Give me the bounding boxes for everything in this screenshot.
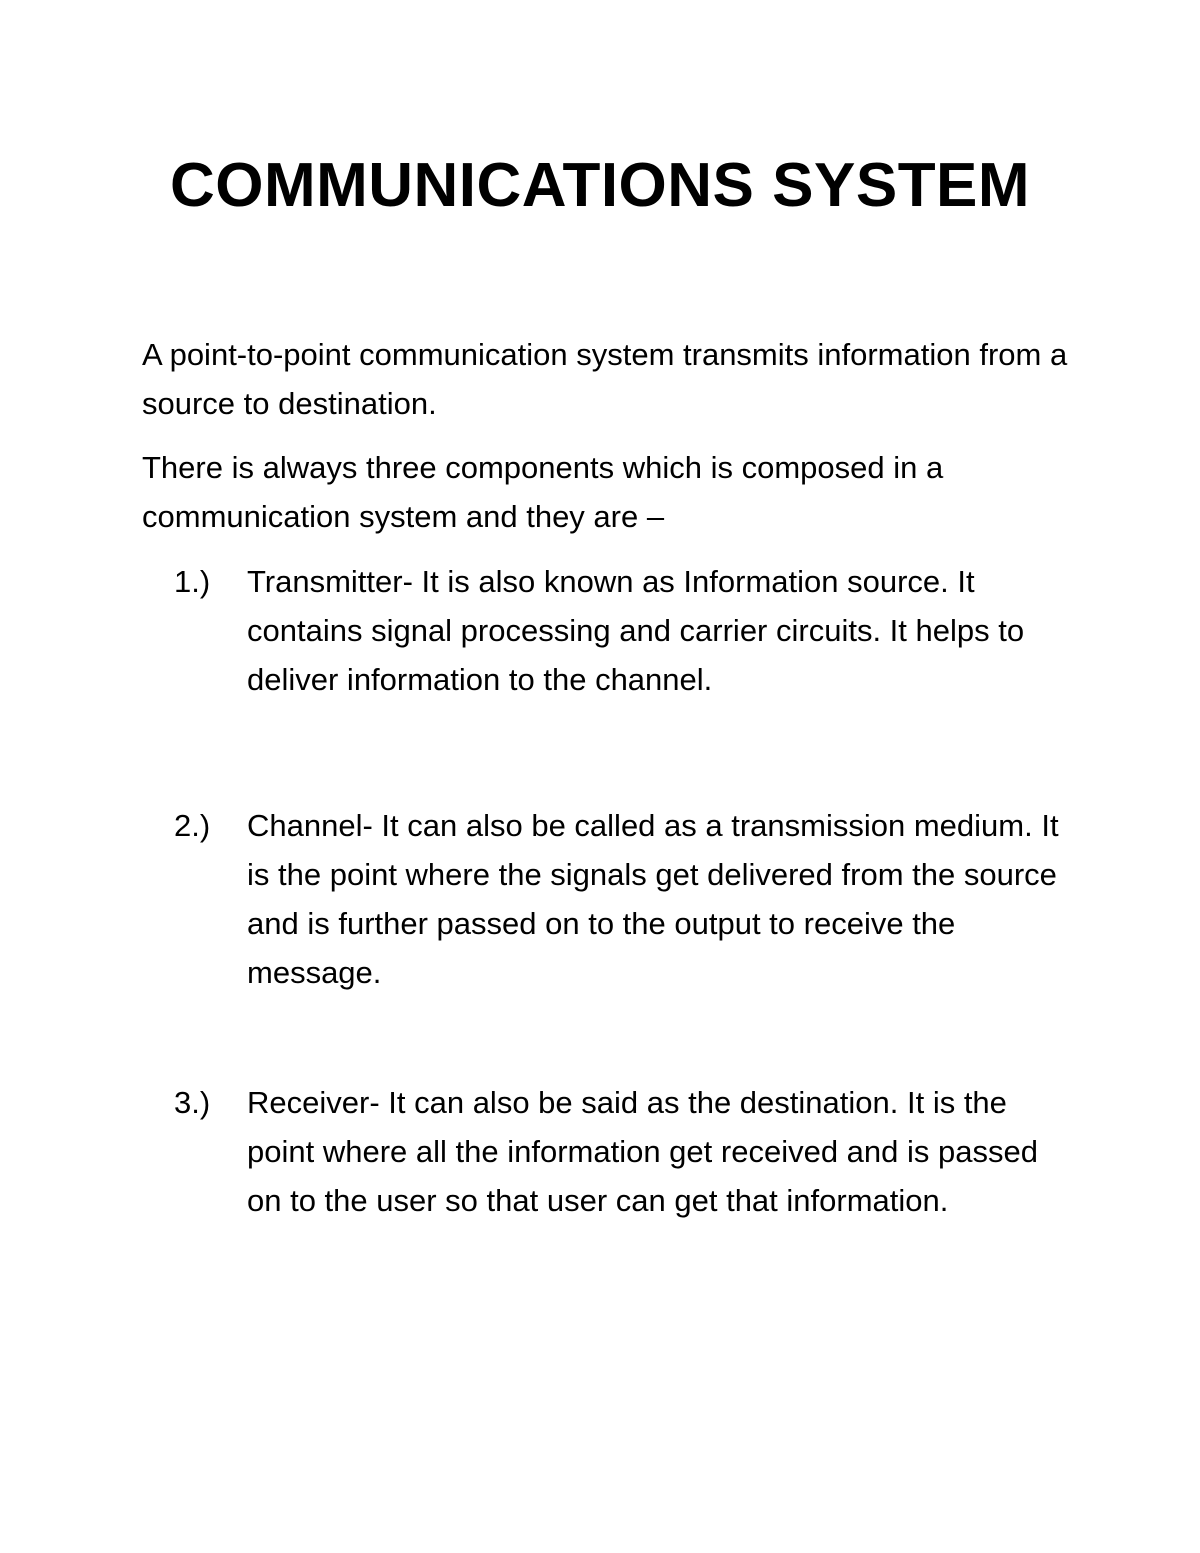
intro-paragraph: A point-to-point communication system transmits information from a source to destination. (142, 337, 1068, 421)
list-item-text: Channel- It can also be called as a transmission medium. It is the point where the signals get delivered from the source and is further passed on to the output to receive the message. (247, 808, 1059, 990)
list-item-number: 3.) (174, 1085, 211, 1120)
list-item-text: Transmitter- It is also known as Information source. It contains signal processing and carrier circuits. It helps to deliver information to the channel. (247, 564, 1025, 697)
list-item-number: 1.) (174, 564, 211, 599)
list-item-number: 2.) (174, 808, 211, 843)
components-paragraph: There is always three components which is composed in a communication system and they are – (142, 450, 944, 534)
list-item-text: Receiver- It can also be said as the destination. It is the point where all the information get received and is passed on to the user so that user can get that information. (247, 1085, 1038, 1218)
document-title: COMMUNICATIONS SYSTEM (169, 151, 1031, 220)
